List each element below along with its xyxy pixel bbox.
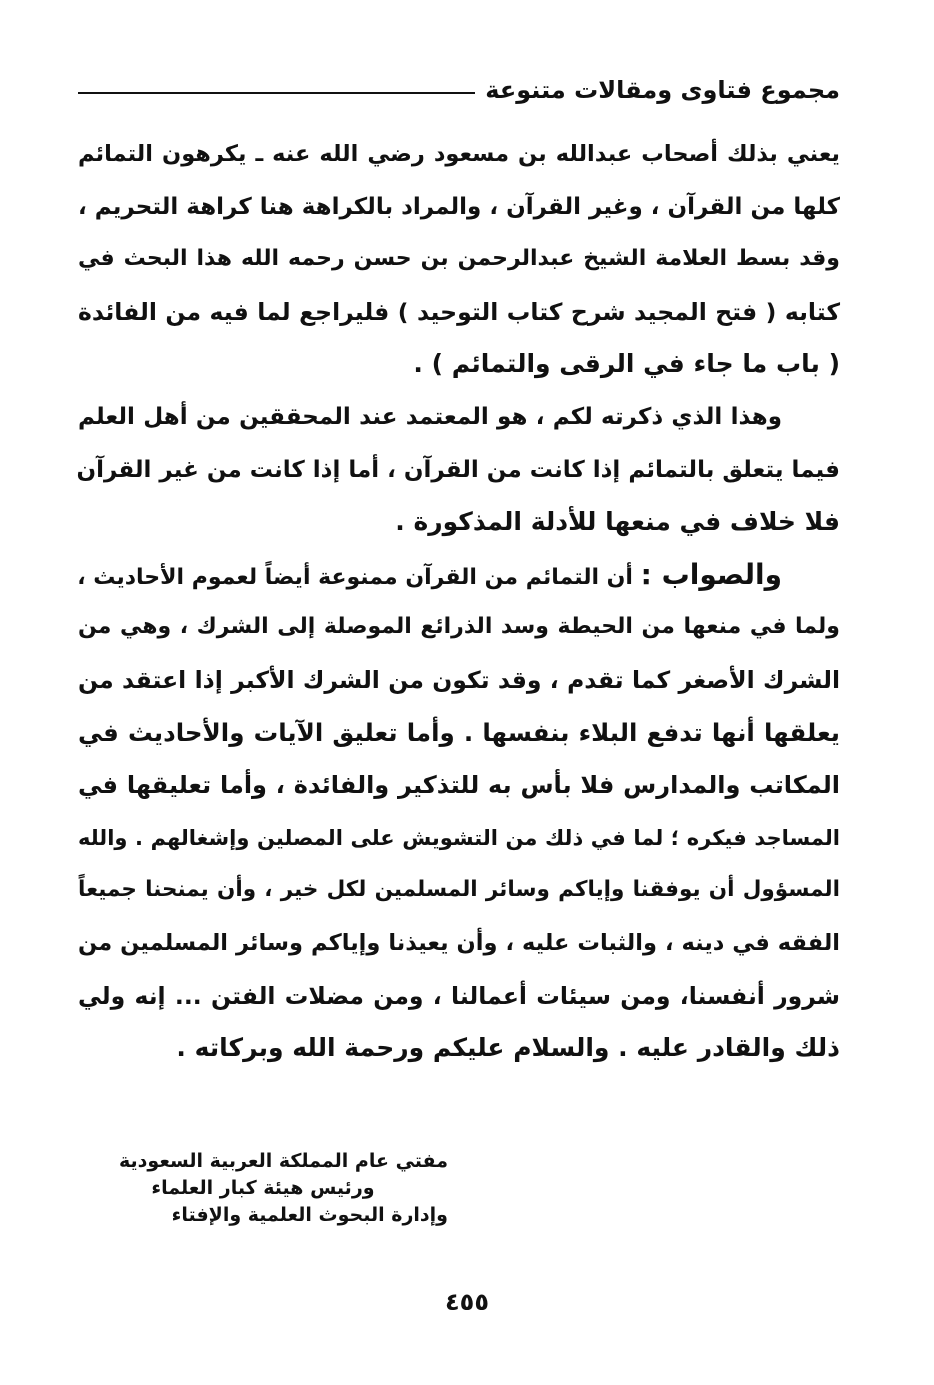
body-text	[78, 128, 840, 1075]
signature-line: ورئيس هيئة كبار العلماء	[151, 1177, 375, 1199]
signature-line: وإدارة البحوث العلمية والإفتاء	[171, 1204, 448, 1226]
text-line: يعني بذلك أصحاب عبدالله بن مسعود رضي الله عنه ـ يكرهون التمائم	[78, 141, 840, 167]
text-line: ولما في منعها من الحيطة وسد الذرائع الموصلة إلى الشرك ، وهي من	[78, 614, 840, 640]
header-rule	[78, 92, 475, 94]
text-line: المساجد فيكره ؛ لما في ذلك من التشويش على المصلين وإشغالهم . والله	[78, 825, 840, 850]
text-line: وقد بسط العلامة الشيخ عبدالرحمن بن حسن رحمه الله هذا البحث في	[78, 246, 840, 272]
text-line: الفقه في دينه ، والثبات عليه ، وأن يعيذنا وإياكم وسائر المسلمين من	[78, 929, 840, 956]
text-line: كلها من القرآن ، وغير القرآن ، والمراد بالكراهة هنا كراهة التحريم ،	[78, 193, 840, 220]
text-line: كتابه ( فتح المجيد شرح كتاب التوحيد ) فليراجع لما فيه من الفائدة	[78, 297, 840, 326]
text-line: وهذا الذي ذكرته لكم ، هو المعتمد عند المحققين من أهل العلم	[78, 403, 782, 430]
text-line: شرور أنفسنا، ومن سيئات أعمالنا ، ومن مضلات الفتن ... إنه ولي	[78, 981, 840, 1010]
signature-block	[78, 1148, 448, 1229]
text-line: المسؤول أن يوفقنا وإياكم وسائر المسلمين لكل خير ، وأن يمنحنا جميعاً	[78, 877, 840, 903]
text-line: فيما يتعلق بالتمائم إذا كانت من القرآن ، أما إذا كانت من غير القرآن	[76, 456, 840, 483]
text-line: ذلك والقادر عليه . والسلام عليكم ورحمة الله وبركاته .	[176, 1033, 840, 1063]
text-line: فلا خلاف في منعها للأدلة المذكورة .	[395, 507, 840, 537]
lead-word: والصواب :	[640, 557, 782, 591]
text-line: يعلقها أنها تدفع البلاء بنفسها . وأما تعليق الآيات والأحاديث في	[78, 717, 840, 747]
signature-line: مفتي عام المملكة العربية السعودية	[119, 1150, 448, 1172]
book-title: مجموع فتاوى ومقالات متنوعة	[485, 76, 840, 104]
running-header	[78, 70, 840, 110]
text-line-rest: أن التمائم من القرآن ممنوعة أيضاً لعموم الأحاديث ،	[77, 564, 633, 590]
text-line: ( باب ما جاء في الرقى والتمائم ) .	[413, 349, 840, 379]
text-line-lead	[78, 549, 840, 602]
text-line: المكاتب والمدارس فلا بأس به للتذكير والفائدة ، وأما تعليقها في	[78, 771, 840, 800]
text-line: الشرك الأصغر كما تقدم ، وقد تكون من الشرك الأكبر إذا اعتقد من	[78, 665, 840, 694]
page-number: ٤٥٥	[445, 1288, 489, 1316]
